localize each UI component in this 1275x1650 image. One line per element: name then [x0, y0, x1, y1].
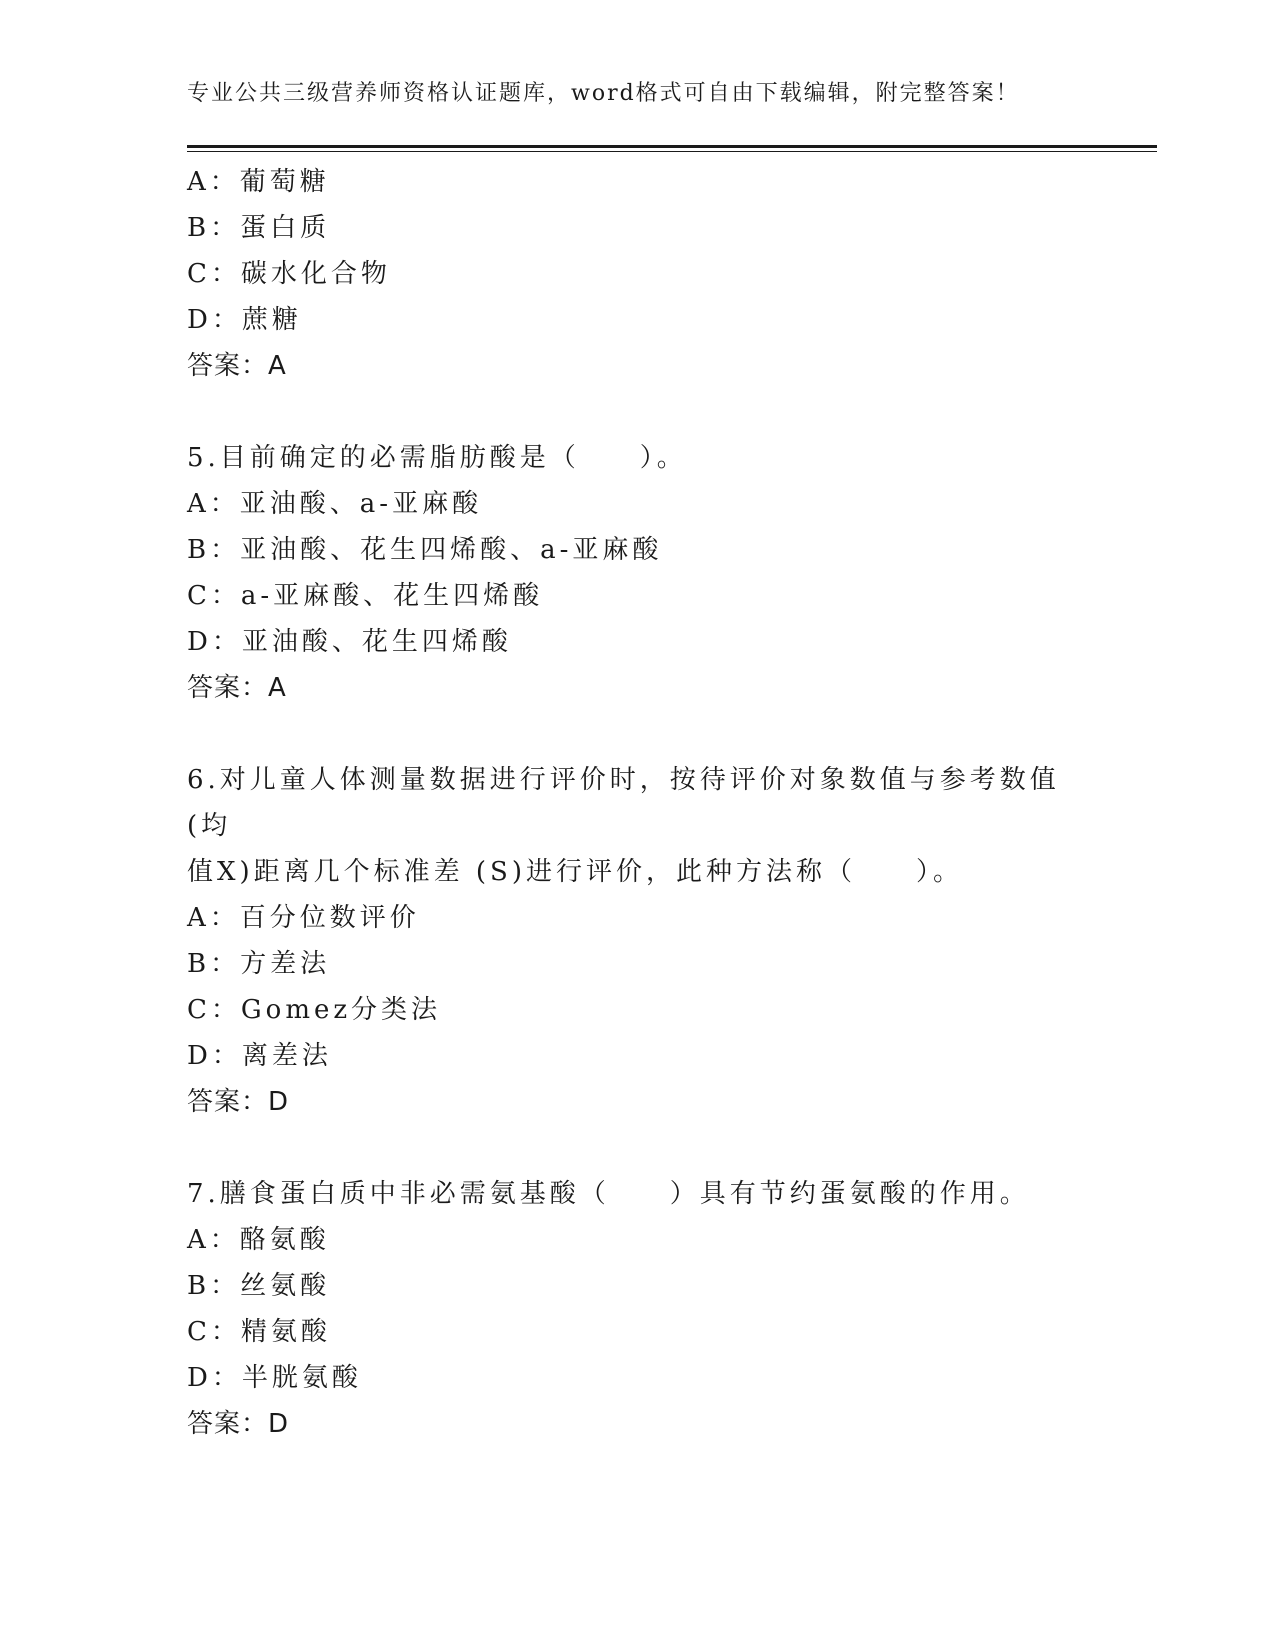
option-b: B：方差法 [187, 949, 331, 979]
answer: 答案：D [187, 1087, 290, 1117]
answer: 答案：A [187, 351, 287, 381]
header-rule-thin [187, 151, 1157, 152]
option-a: A：百分位数评价 [187, 903, 420, 933]
option-a: A：酪氨酸 [187, 1225, 330, 1255]
question-text-line-1: 6.对儿童人体测量数据进行评价时，按待评价对象数值与参考数值(均 [187, 765, 1060, 841]
question-text: 5.目前确定的必需脂肪酸是（ ）。 [187, 443, 687, 473]
option-b: B：亚油酸、花生四烯酸、a-亚麻酸 [187, 535, 663, 565]
question-6 [187, 757, 1087, 1125]
question-list [187, 159, 1087, 1447]
option-c: C：精氨酸 [187, 1317, 331, 1347]
header-rule-thick [187, 145, 1157, 148]
question-text: 7.膳食蛋白质中非必需氨基酸（ ）具有节约蛋氨酸的作用。 [187, 1179, 1030, 1209]
question-text-line-2: 值X)距离几个标准差 (S)进行评价，此种方法称（ ）。 [187, 857, 964, 887]
answer: 答案：A [187, 673, 287, 703]
option-c: C：碳水化合物 [187, 259, 391, 289]
page-header: 专业公共三级营养师资格认证题库，word格式可自由下载编辑，附完整答案！ [187, 81, 1020, 106]
option-a: A：葡萄糖 [187, 167, 330, 197]
option-d: D：蔗糖 [187, 305, 302, 335]
option-b: B：蛋白质 [187, 213, 331, 243]
option-a: A：亚油酸、a-亚麻酸 [187, 489, 483, 519]
answer: 答案：D [187, 1409, 290, 1439]
option-c: C：Gomez分类法 [187, 995, 442, 1025]
question-5 [187, 435, 1087, 711]
option-c: C：a-亚麻酸、花生四烯酸 [187, 581, 544, 611]
question-4-continued [187, 159, 1087, 389]
option-d: D：离差法 [187, 1041, 332, 1071]
option-d: D：半胱氨酸 [187, 1363, 362, 1393]
question-7 [187, 1171, 1087, 1447]
option-d: D：亚油酸、花生四烯酸 [187, 627, 512, 657]
option-b: B：丝氨酸 [187, 1271, 331, 1301]
